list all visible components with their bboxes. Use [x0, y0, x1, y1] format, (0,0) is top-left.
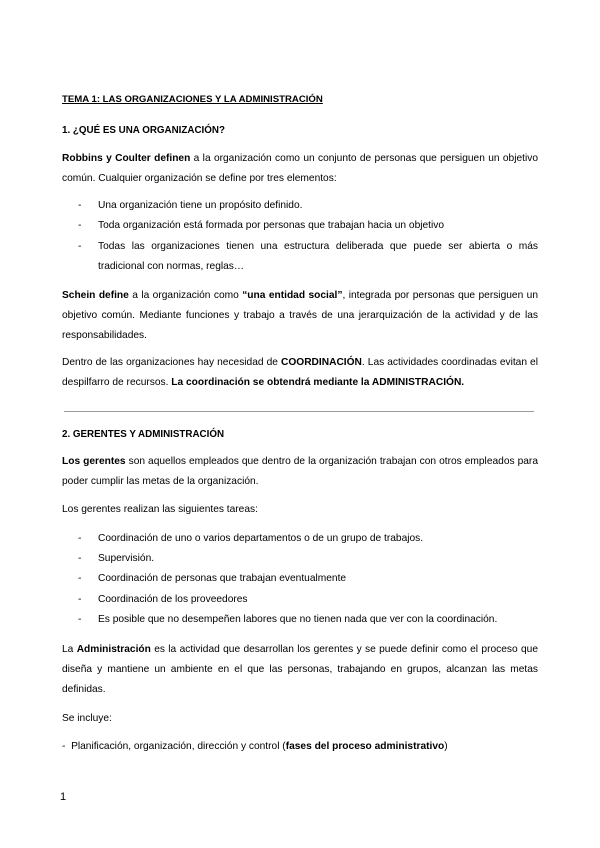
page-number: 1	[60, 791, 67, 803]
phases-item	[62, 737, 538, 757]
element-item	[78, 216, 538, 236]
element-item-text: Todas las organizaciones tienen una estructura deliberada que puede ser abierta o más tradicional con normas, reglas…	[98, 241, 538, 272]
task-item	[78, 590, 538, 610]
phases-text: Planificación, organización, dirección y control (	[71, 741, 286, 752]
robbins-paragraph	[62, 149, 538, 189]
schein-text-b: , integrada por personas que persiguen un objetivo común. Mediante funciones y trabajo a través de una jerarquización de la actividad y de las responsabilidades.	[62, 290, 538, 341]
phases-end: )	[444, 741, 448, 752]
list-dash: -	[78, 533, 82, 544]
administration-paragraph	[62, 640, 538, 700]
phases-bold: fases del proceso administrativo	[285, 741, 445, 752]
task-item	[78, 569, 538, 589]
schein-paragraph	[62, 286, 538, 346]
document-title: TEMA 1: LAS ORGANIZACIONES Y LA ADMINISTRACIÓN	[62, 94, 323, 105]
task-item	[78, 610, 538, 630]
robbins-bold: Robbins y Coulter definen	[62, 153, 191, 164]
schein-bold: Schein define	[62, 290, 129, 301]
list-dash: -	[78, 614, 82, 625]
element-item-text: Toda organización está formada por personas que trabajan hacia un objetivo	[98, 220, 445, 231]
includes-label: Se incluye:	[62, 713, 112, 724]
list-dash: -	[78, 200, 82, 211]
task-item-text: Coordinación de uno o varios departamentos o de un grupo de trabajos.	[98, 533, 424, 544]
gerentes-paragraph	[62, 452, 538, 492]
section-divider	[64, 411, 534, 412]
schein-quote: “una entidad social”	[242, 290, 343, 301]
element-item	[78, 237, 538, 277]
section-1-heading: 1. ¿QUÉ ES UNA ORGANIZACIÓN?	[62, 125, 225, 136]
task-item-text: Supervisión.	[98, 553, 155, 564]
section-2-heading: 2. GERENTES Y ADMINISTRACIÓN	[62, 429, 225, 440]
coord-bold-a: COORDINACIÓN	[280, 357, 362, 368]
coord-text-a: Dentro de las organizaciones hay necesidad de	[62, 357, 281, 368]
admin-bold: Administración	[76, 644, 151, 655]
element-item-text: Una organización tiene un propósito definido.	[98, 200, 303, 211]
list-dash: -	[78, 594, 82, 605]
list-dash: -	[78, 241, 82, 252]
coord-text-b: . Las actividades coordinadas evitan el despilfarro de recursos.	[62, 357, 538, 388]
gerentes-text: son aquellos empleados que dentro de la organización trabajan con otros empleados para poder cumplir las metas de la organización.	[62, 456, 538, 487]
admin-text-a: La	[62, 644, 77, 655]
coord-bold-b: La coordinación se obtendrá mediante la ADMINISTRACIÓN.	[171, 377, 465, 388]
list-dash: -	[62, 741, 66, 752]
task-item-text: Coordinación de los proveedores	[98, 594, 248, 605]
admin-text-b: es la actividad que desarrollan los gerentes y se puede definir como el proceso que diseña y mantiene un ambiente en el que las personas, trabajando en grupos, alcanzan las metas definidas.	[62, 644, 538, 695]
list-dash: -	[78, 573, 82, 584]
schein-text-a: a la organización como	[128, 290, 243, 301]
task-item	[78, 549, 538, 569]
task-item-text: Es posible que no desempeñen labores que no tienen nada que ver con la coordinación.	[98, 614, 498, 625]
robbins-text: a la organización como un conjunto de personas que persiguen un objetivo común. Cualquier organización se define por tres elementos:	[62, 153, 538, 184]
element-item	[78, 196, 538, 216]
list-dash: -	[78, 220, 82, 231]
coordination-paragraph	[62, 353, 538, 393]
tasks-intro: Los gerentes realizan las siguientes tareas:	[62, 504, 258, 515]
task-item	[78, 529, 538, 549]
gerentes-bold: Los gerentes	[62, 456, 126, 467]
list-dash: -	[78, 553, 82, 564]
task-item-text: Coordinación de personas que trabajan eventualmente	[98, 573, 347, 584]
